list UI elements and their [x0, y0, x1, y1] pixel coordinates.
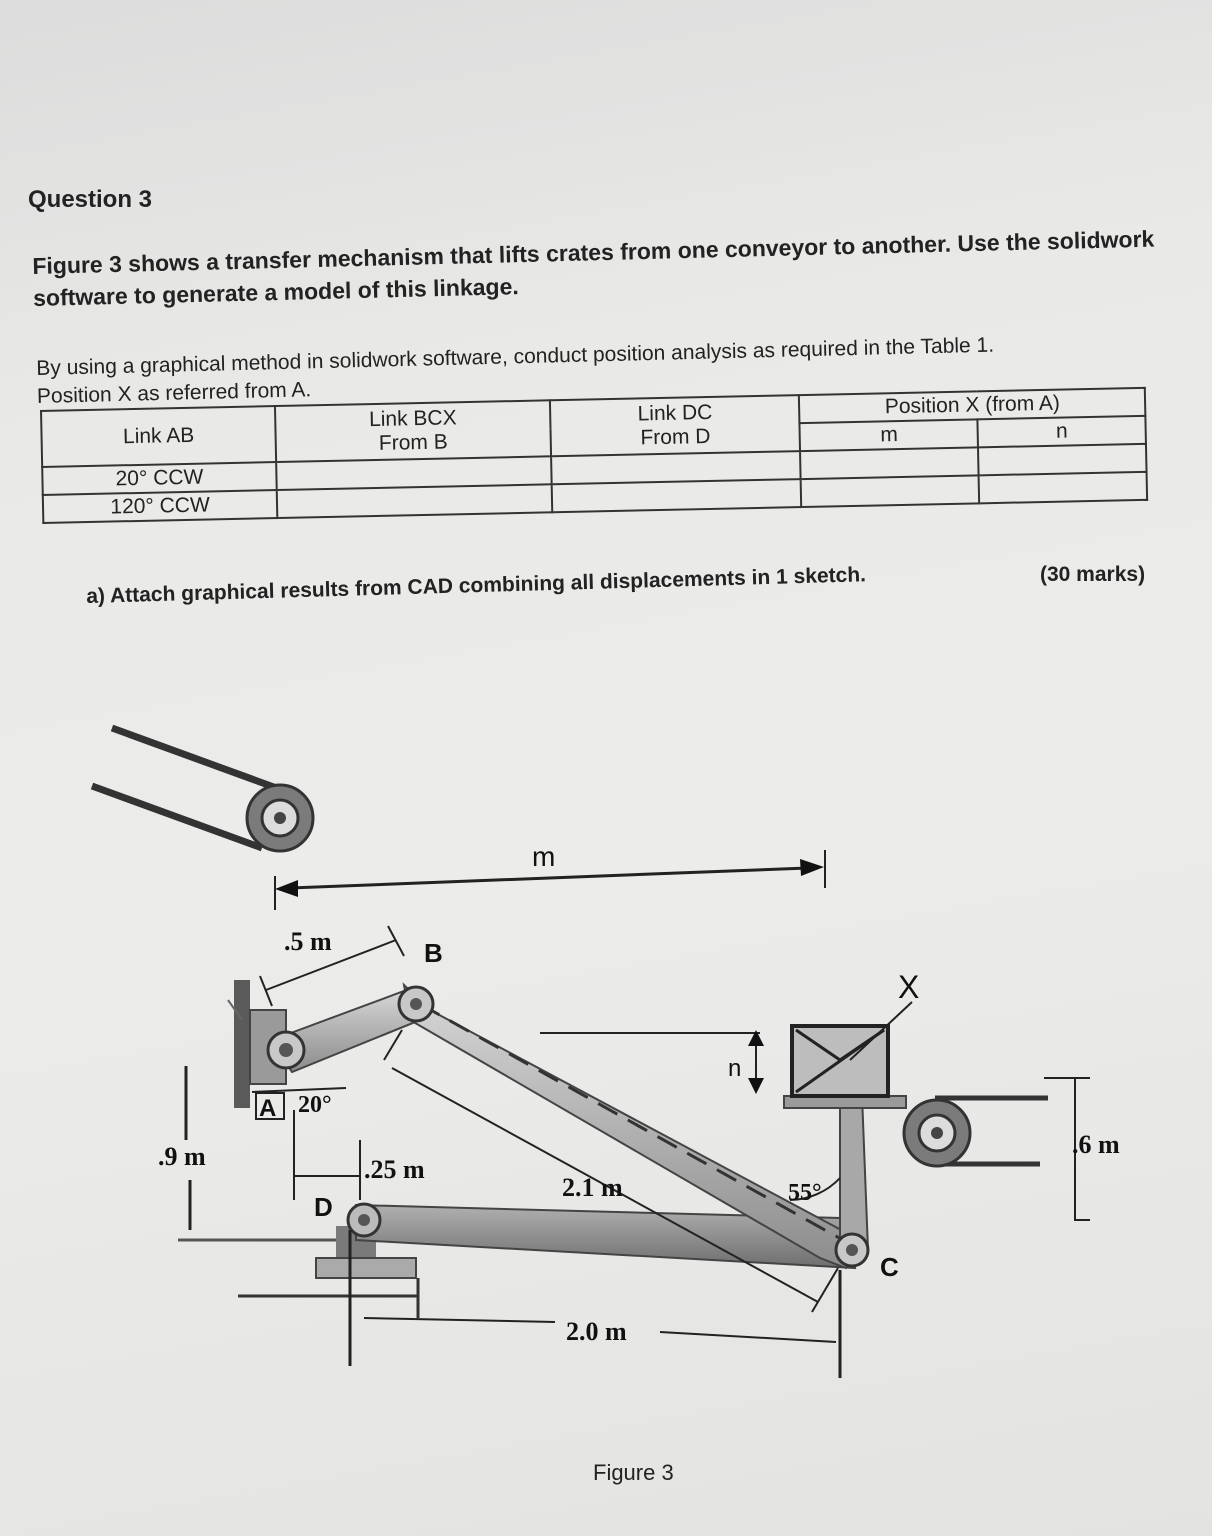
- dimension-height-right: [1044, 1078, 1120, 1220]
- label-c: C: [880, 1252, 899, 1282]
- header-m: m: [800, 419, 978, 451]
- header-link-ab: Link AB: [41, 406, 276, 467]
- header-link-bcx-sub: From B: [378, 430, 448, 455]
- dimension-bc: [384, 1030, 838, 1312]
- upper-conveyor: [92, 728, 313, 851]
- label-dc-length: 2.0 m: [566, 1317, 627, 1346]
- dimension-dc-offset: [294, 1110, 425, 1200]
- question-heading: Question 3: [28, 186, 153, 213]
- label-height-a: .9 m: [158, 1142, 206, 1171]
- label-dc-offset: .25 m: [364, 1155, 425, 1184]
- dimension-n: [540, 1030, 764, 1094]
- analysis-line-1: By using a graphical method in solidwork software, conduct position analysis as required in the Table 1.: [36, 333, 995, 380]
- analysis-line-2: Position X as referred from A.: [36, 378, 312, 408]
- label-a: A: [259, 1095, 277, 1122]
- header-n: n: [978, 416, 1146, 448]
- label-height-right: .6 m: [1072, 1130, 1120, 1159]
- label-ab-length: .5 m: [284, 927, 332, 956]
- label-d: D: [314, 1192, 333, 1222]
- header-link-dc-label: Link DC: [637, 400, 713, 426]
- header-link-dc-sub: From D: [640, 424, 711, 450]
- label-bc-length: 2.1 m: [562, 1173, 623, 1202]
- dimension-ab: [260, 926, 404, 1006]
- header-position-x: Position X (from A): [799, 388, 1145, 423]
- angle-a: [252, 1088, 346, 1122]
- label-b: B: [424, 938, 443, 968]
- part-a-text: a) Attach graphical results from CAD combining all displacements in 1 sketch.: [86, 563, 867, 608]
- header-link-bcx-label: Link BCX: [368, 406, 457, 432]
- crate: [784, 1002, 912, 1108]
- figure-caption: Figure 3: [593, 1460, 674, 1485]
- cell-link-ab: 120° CCW: [43, 490, 278, 523]
- cell-link-ab: 20° CCW: [42, 462, 277, 495]
- dimension-height-a: [158, 1066, 206, 1230]
- lower-conveyor: [904, 1098, 1048, 1166]
- label-x: X: [898, 969, 920, 1005]
- label-angle-a: 20°: [298, 1092, 332, 1118]
- label-m: m: [532, 841, 556, 872]
- link-cx-arm: [840, 1095, 868, 1250]
- label-angle-c: 55°: [788, 1180, 822, 1206]
- question-intro: Figure 3 shows a transfer mechanism that lifts crates from one conveyor to another. Use the solidwork software to generate a model of this linkage.: [32, 225, 1155, 311]
- label-n: n: [728, 1055, 742, 1082]
- dimension-m: [275, 841, 825, 910]
- part-a-marks: (30 marks): [1040, 563, 1146, 586]
